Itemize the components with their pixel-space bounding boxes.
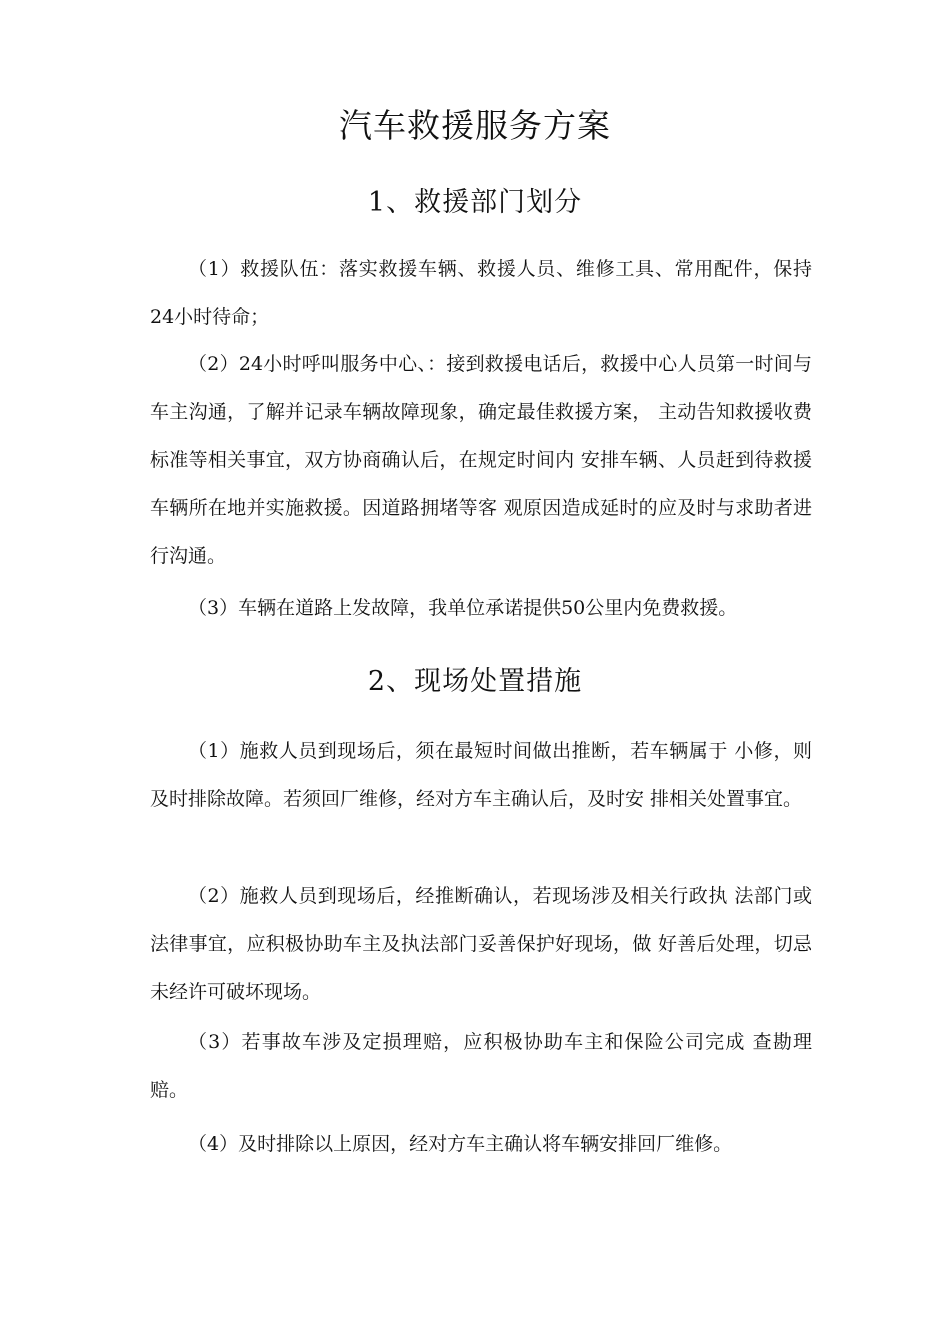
section-heading-1: 1、救援部门划分 [367,187,583,218]
section-heading-2: 2、现场处置措施 [367,666,583,697]
paragraph-2-1: （1）施救人员到现场后，须在最短时间做出推断，若车辆属于 小修，则及时排除故障。若须回厂维修，经对方车主确认后，及时安 排相关处置事宜。 [150,740,812,810]
paragraph-2-2: （2）施救人员到现场后，经推断确认，若现场涉及相关行政执 法部门或法律事宜，应积极协助车主及执法部门妥善保护好现场，做 好善后处理，切忌未经许可破坏现场。 [150,885,812,1003]
paragraph-1-3: （3）车辆在道路上发故障，我单位承诺提供50公里内免费救援。 [188,597,738,619]
paragraph-2-4: （4）及时排除以上原因，经对方车主确认将车辆安排回厂维修。 [188,1133,733,1155]
paragraph-1-1: （1）救援队伍：落实救援车辆、救援人员、维修工具、常用配件，保持24小时待命； [150,258,812,328]
paragraph-2-3: （3）若事故车涉及定损理赔，应积极协助车主和保险公司完成 查勘理赔。 [150,1031,812,1101]
paragraph-1-2: （2）24小时呼叫服务中心、：接到救援电话后，救援中心人员第一时间与车主沟通，了解并记录车辆故障现象，确定最佳救援方案， 主动告知救援收费标准等相关事宜，双方协商确认后，在规定时间内 安排车辆、人员赶到待救援车辆所在地并实施救援。因道路拥堵等客 观原因造成延时的应及时与求助者进行沟通。 [150,353,812,567]
document-title: 汽车救援服务方案 [339,106,611,145]
